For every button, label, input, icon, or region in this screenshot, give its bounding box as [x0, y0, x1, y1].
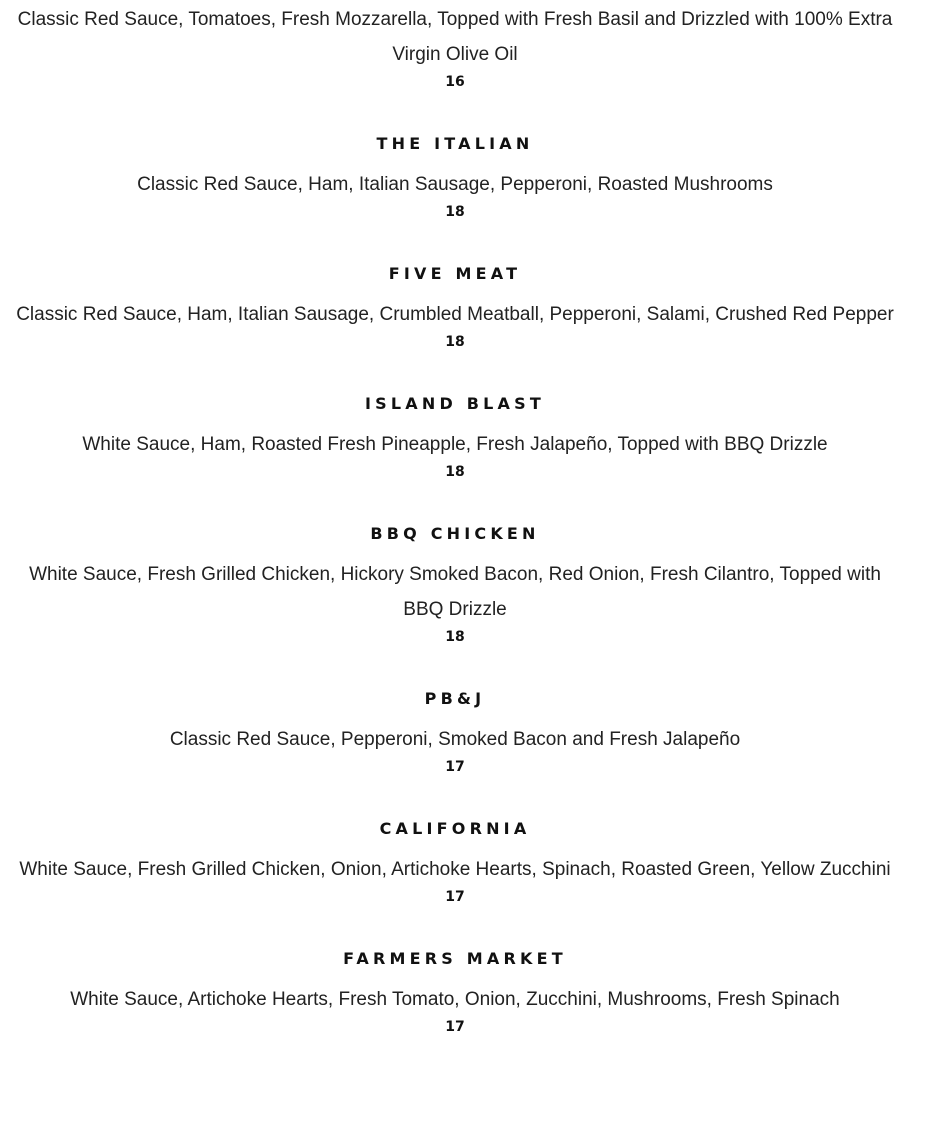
menu-item-price: 16 — [445, 74, 465, 90]
menu-item — [0, 524, 910, 647]
menu-item-description: Classic Red Sauce, Ham, Italian Sausage, Crumbled Meatball, Pepperoni, Salami, Crushed Red Pepper — [16, 304, 894, 325]
menu-item-description: Classic Red Sauce, Pepperoni, Smoked Bacon and Fresh Jalapeño — [169, 729, 741, 750]
menu-item-name: PB&J — [424, 689, 486, 708]
menu-item-description: Classic Red Sauce, Tomatoes, Fresh Mozzarella, Topped with Fresh Basil and Drizzled with 100% Extra Virgin Olive Oil — [17, 9, 893, 65]
menu-item — [0, 689, 910, 777]
menu-item-price: 17 — [445, 759, 465, 775]
menu-item-name: CALIFORNIA — [379, 819, 531, 838]
menu-item-name: FARMERS MARKET — [343, 949, 567, 968]
menu-item-price: 18 — [445, 204, 465, 220]
menu-item — [0, 394, 910, 482]
menu-item — [0, 949, 910, 1037]
menu-item-description: Classic Red Sauce, Ham, Italian Sausage, Pepperoni, Roasted Mushrooms — [137, 174, 773, 195]
menu-item — [0, 819, 910, 907]
menu-item-name: ISLAND BLAST — [365, 394, 545, 413]
menu-item-price: 18 — [445, 464, 465, 480]
menu-item — [0, 0, 910, 92]
menu-item-description: White Sauce, Fresh Grilled Chicken, Hickory Smoked Bacon, Red Onion, Fresh Cilantro, Topped with BBQ Drizzle — [29, 564, 881, 620]
menu-item-name: THE ITALIAN — [376, 134, 534, 153]
menu-item-name: FIVE MEAT — [388, 264, 522, 283]
menu-item-description: White Sauce, Ham, Roasted Fresh Pineapple, Fresh Jalapeño, Topped with BBQ Drizzle — [82, 434, 828, 455]
menu-item-price: 18 — [445, 334, 465, 350]
menu-item — [0, 264, 910, 352]
menu-item-description: White Sauce, Fresh Grilled Chicken, Onion, Artichoke Hearts, Spinach, Roasted Green, Yellow Zucchini — [19, 859, 891, 880]
menu-item-price: 18 — [445, 629, 465, 645]
menu-item-description: White Sauce, Artichoke Hearts, Fresh Tomato, Onion, Zucchini, Mushrooms, Fresh Spinach — [70, 989, 840, 1010]
menu-item-name: BBQ CHICKEN — [370, 524, 540, 543]
menu-item-price: 17 — [445, 889, 465, 905]
menu-item — [0, 134, 910, 222]
menu-item-price: 17 — [445, 1019, 465, 1035]
